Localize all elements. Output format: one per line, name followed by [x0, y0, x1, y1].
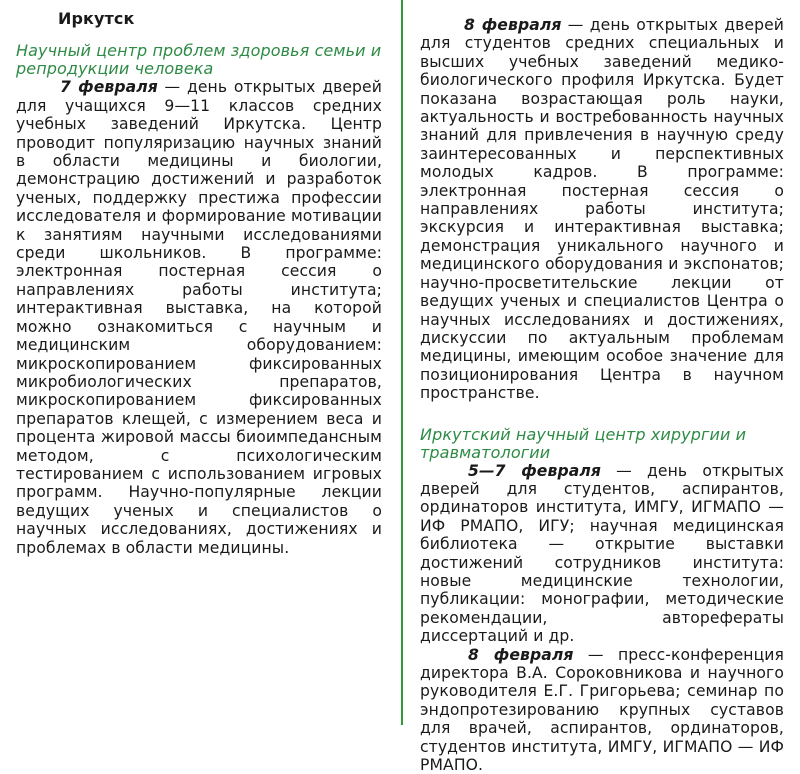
event-text: — день открытых дверей для учащихся 9—11 классов средних учебных заведений Иркутска. Центр проводит популяризацию научных знаний в области медицины и биологии, демонстрацию достижений и разработок ученых, поддержку престижа профессии исследователя и формирование мотивации к занятиям научными исследованиями среди школьников. В программе: электронная постерная сессия о направлениях работы института; интерактивная выставка, на которой можно ознакомиться с научным и медицинским оборудованием: микроскопированием фиксированных микробиологических препаратов, микроскопированием фиксированных препаратов клещей, с измерением веса и процента жировой массы биоимпедансным методом, с психологическим тестированием с использованием игровых программ. Научно-популярные лекции ведущих ученых и специалистов о научных исследованиях, достижениях и проблемах в области медицины.	[16, 78, 382, 557]
event-entry	[420, 16, 784, 403]
center-title-reproduction: Научный центр проблем здоровья семьи и репродукции человека	[16, 41, 382, 79]
center-title-surgery: Иркутский научный центр хирургии и травматологии	[420, 424, 747, 462]
event-entry	[420, 462, 784, 646]
event-date: 5—7 февраля	[468, 461, 601, 480]
event-text: — день открытых дверей для студентов, аспирантов, ординаторов института, ИМГУ, ИГМАПО — ИФ РМАПО, ИГУ; научная медицинская библиотека — открытие выставки достижений сотрудников института: новые медицинские технологии, публикации: монографии, методические рекомендации, авторефераты диссертаций и др.	[420, 461, 784, 646]
event-text: — пресс-конференция директора В.А. Сороковникова и научного руководителя Е.Г. Григорьева; семинар по эндопротезированию крупных суставов для врачей, аспирантов, ординаторов, студентов института, ИМГУ, ИГМАПО — ИФ РМАПО.	[420, 645, 785, 774]
right-column	[420, 0, 785, 774]
event-date: 8 февраля	[464, 16, 562, 34]
event-entry	[420, 646, 784, 774]
event-date: 8 февраля	[468, 645, 574, 664]
event-entry	[16, 78, 382, 557]
column-divider	[401, 0, 403, 725]
left-column	[16, 0, 382, 725]
event-date: 7 февраля	[60, 78, 158, 97]
city-heading: Иркутск	[58, 9, 135, 28]
event-text: — день открытых дверей для студентов средних специальных и высших учебных заведений медико-биологического профиля Иркутска. Будет показана возрастающая роль науки, актуальность и востребованность научных знаний для привлечения в научную среду заинтересованных и перспективных молодых кадров. В программе: электронная постерная сессия о направлениях работы института; экскурсия и интерактивная выставка; демонстрация уникального научного и медицинского оборудования и экспонатов; научно-просветительские лекции от ведущих ученых и специалистов Центра о научных исследованиях и достижениях, дискуссии по актуальным проблемам медицины, имеющим особое значение для позиционирования Центра в научном пространстве.	[420, 16, 784, 403]
